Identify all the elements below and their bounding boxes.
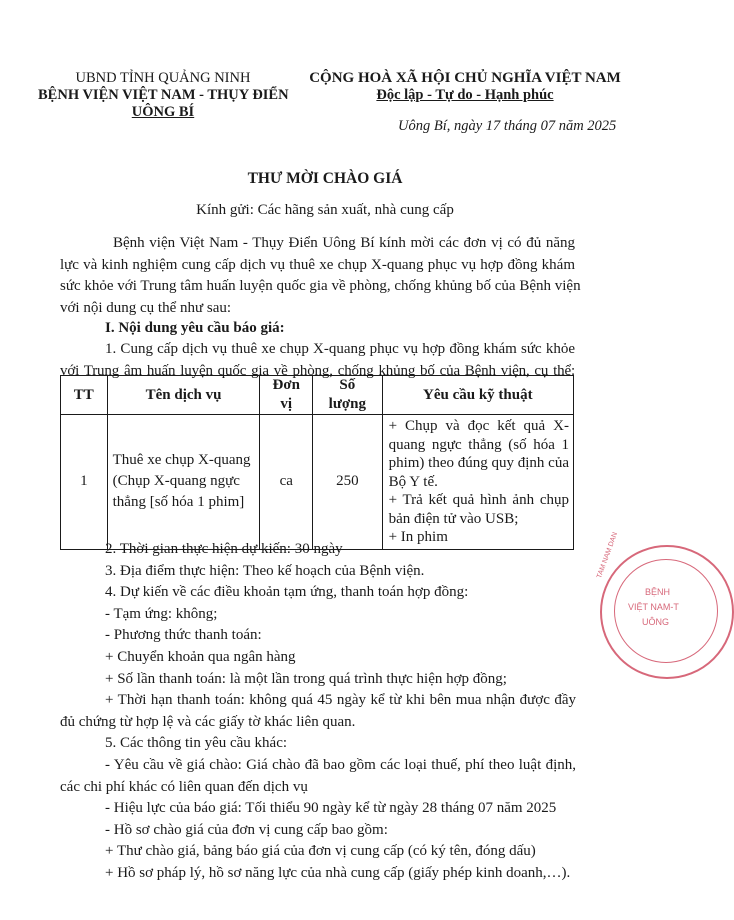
cell-name-line: thẳng [số hóa 1 phim] bbox=[112, 494, 245, 511]
cell-req-line: + In phim bbox=[388, 529, 448, 545]
item-1-line: với Trung âm huấn luyện quốc gia về phòng, chống khủng bố của Bệnh viện, cụ thể: bbox=[60, 362, 575, 379]
terms-line: 4. Dự kiến về các điều khoản tạm ứng, thanh toán hợp đồng: bbox=[105, 584, 469, 601]
col-header-name: Tên dịch vụ bbox=[107, 376, 260, 415]
terms-line: 2. Thời gian thực hiện dự kiến: 30 ngày bbox=[105, 541, 343, 557]
section-1-heading: I. Nội dung yêu cầu báo giá: bbox=[105, 320, 285, 336]
item-1-line: 1. Cung cấp dịch vụ thuê xe chụp X-quang phục vụ hợp đồng khám sức khỏe bbox=[105, 341, 575, 357]
col-header-unit-l1: Đơn bbox=[272, 377, 300, 393]
motto: Độc lập - Tự do - Hạnh phúc bbox=[376, 87, 554, 103]
seal-text-top: BỆNH bbox=[645, 587, 671, 597]
cell-qty: 250 bbox=[313, 415, 383, 550]
national-motto-block bbox=[305, 70, 625, 104]
intro-line: Bệnh viện Việt Nam - Thụy Điển Uông Bí kính mời các đơn vị có đủ năng bbox=[113, 235, 575, 251]
document-date: Uông Bí, ngày 17 tháng 07 năm 2025 bbox=[398, 118, 617, 134]
col-header-qty bbox=[313, 376, 383, 415]
terms-line: - Yêu cầu về giá chào: Giá chào đã bao gồm các loại thuế, phí theo luật định, bbox=[105, 756, 576, 773]
terms-line: - Hồ sơ chào giá của đơn vị cung cấp bao gồm: bbox=[105, 821, 388, 838]
cell-name bbox=[107, 415, 260, 550]
col-header-req: Yêu cầu kỹ thuật bbox=[382, 376, 573, 415]
terms-line: các chi phí khác có liên quan đến dịch vụ bbox=[60, 778, 308, 795]
official-seal-stamp bbox=[596, 531, 734, 679]
terms-line: đủ chứng từ hợp lệ và các giấy tờ khác liên quan. bbox=[60, 713, 356, 730]
terms-line: 5. Các thông tin yêu cầu khác: bbox=[105, 735, 288, 752]
cell-req bbox=[382, 415, 573, 550]
terms-line: + Thời hạn thanh toán: không quá 45 ngày kể từ khi bên mua nhận được đầy bbox=[105, 692, 576, 709]
cell-unit: ca bbox=[260, 415, 313, 550]
cell-req-line: phim) theo đúng quy định của bbox=[388, 455, 569, 471]
terms-line: + Chuyển khoản qua ngân hàng bbox=[105, 648, 296, 665]
issuer-name-cont: UÔNG BÍ bbox=[131, 104, 195, 120]
cell-req-line: quang ngực thẳng (số hóa 1 bbox=[388, 436, 569, 453]
intro-line: với nội dung cụ thể như sau: bbox=[60, 299, 232, 316]
cell-name-line: (Chụp X-quang ngực bbox=[112, 473, 240, 490]
cell-req-line: Bộ Y tế. bbox=[388, 473, 438, 490]
table-header-row bbox=[61, 376, 574, 415]
terms-line: + Số lần thanh toán: là một lần trong quá trình thực hiện hợp đồng; bbox=[105, 670, 507, 687]
cell-req-line: + Chụp và đọc kết quả X- bbox=[388, 418, 569, 434]
seal-arc-text: TAM NAM DAN bbox=[596, 531, 620, 580]
terms-section bbox=[60, 539, 576, 885]
col-header-tt: TT bbox=[61, 376, 108, 415]
cell-tt: 1 bbox=[61, 415, 108, 550]
intro-line: sức khỏe với Trung tâm huấn luyện quốc gia về phòng, chống khủng bố của Bệnh viện bbox=[60, 278, 581, 294]
intro-paragraph bbox=[60, 233, 581, 319]
issuer-block bbox=[38, 70, 288, 121]
terms-line: + Thư chào giá, bảng báo giá của đơn vị cung cấp (có ký tên, đóng dấu) bbox=[105, 843, 536, 860]
col-header-qty-l2: lượng bbox=[328, 396, 366, 412]
table-row bbox=[61, 415, 574, 550]
col-header-unit bbox=[260, 376, 313, 415]
recipient-line: Kính gửi: Các hãng sản xuất, nhà cung cấp bbox=[196, 202, 454, 218]
issuer-parent: UBND TỈNH QUẢNG NINH bbox=[75, 70, 251, 86]
cell-name-line: Thuê xe chụp X-quang bbox=[112, 452, 251, 469]
seal-text-bot: UÔNG bbox=[642, 617, 669, 627]
terms-line: + Hồ sơ pháp lý, hồ sơ năng lực của nhà cung cấp (giấy phép kinh doanh,…). bbox=[105, 864, 571, 881]
seal-text-mid: VIỆT NAM-T bbox=[628, 602, 679, 612]
country-name: CỘNG HOÀ XÃ HỘI CHỦ NGHĨA VIỆT NAM bbox=[309, 70, 621, 86]
cell-req-line: bản điện tử vào USB; bbox=[388, 510, 519, 527]
terms-line: 3. Địa điểm thực hiện: Theo kế hoạch của Bệnh viện. bbox=[105, 562, 425, 579]
col-header-unit-l2: vị bbox=[280, 396, 293, 412]
terms-line: - Phương thức thanh toán: bbox=[105, 627, 262, 644]
terms-line: - Hiệu lực của báo giá: Tối thiểu 90 ngày kể từ ngày 28 tháng 07 năm 2025 bbox=[105, 800, 557, 817]
issuer-name: BỆNH VIỆN VIỆT NAM - THỤY ĐIỂN bbox=[38, 87, 289, 103]
terms-line: - Tạm ứng: không; bbox=[105, 605, 218, 622]
intro-line: lực và kinh nghiệm cung cấp dịch vụ thuê xe chụp X-quang phục vụ hợp đồng khám bbox=[60, 256, 575, 273]
service-table bbox=[60, 375, 574, 550]
col-header-qty-l1: Số bbox=[339, 377, 356, 393]
document-title: THƯ MỜI CHÀO GIÁ bbox=[247, 170, 403, 187]
cell-req-line: + Trả kết quả hình ảnh chụp bbox=[388, 492, 569, 508]
